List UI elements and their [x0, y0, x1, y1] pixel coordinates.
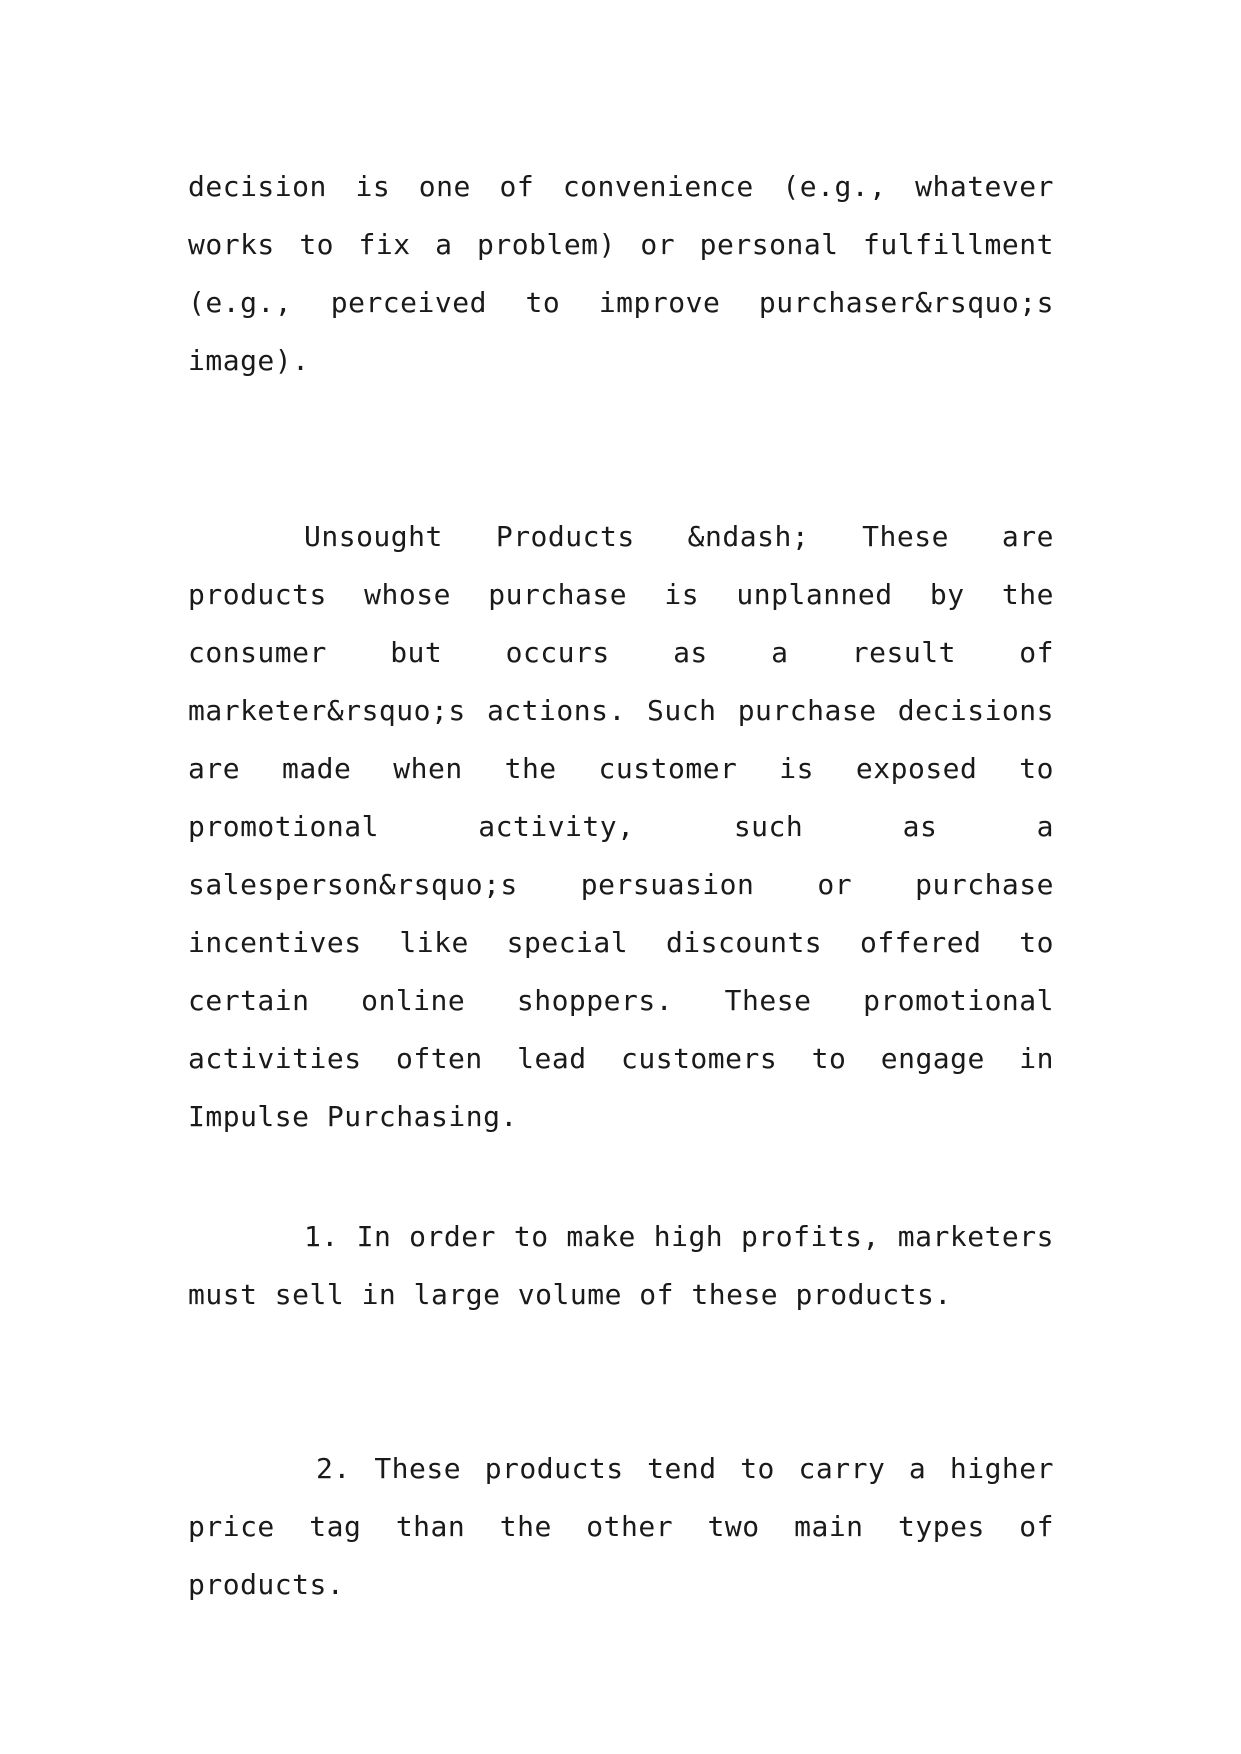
list-item-2: 2. These products tend to carry a higher price tag than the other two main types of products.: [188, 1452, 1054, 1601]
paragraph-unsought-products: Unsought Products &ndash; These are products whose purchase is unplanned by the consumer but occurs as a result of marketer&rsquo;s actions. Such purchase decisions are made when the customer is exposed to promotional activity, such as a salesperson&rsquo;s persuasion or purchase incentives like special discounts offered to certain online shoppers. These promotional activities often lead customers to engage in Impulse Purchasing.: [188, 520, 1054, 1133]
list-item-1: 1. In order to make high profits, marketers must sell in large volume of these products.: [188, 1220, 1054, 1311]
paragraph-continuation: decision is one of convenience (e.g., whatever works to fix a problem) or personal fulfillment (e.g., perceived to improve purchaser&rsquo;s image).: [188, 170, 1054, 377]
